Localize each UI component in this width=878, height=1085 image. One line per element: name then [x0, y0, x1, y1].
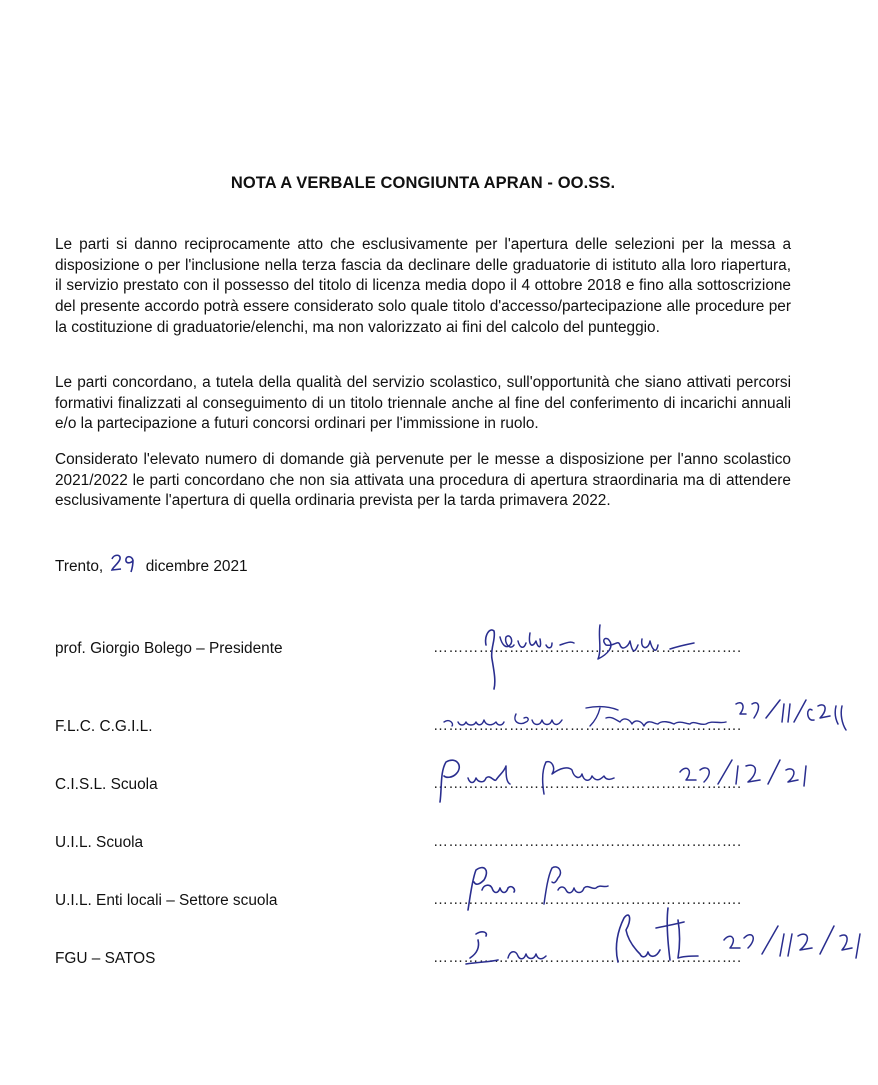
signature-line: ……………………………………………………. — [433, 833, 742, 850]
paragraph-2: Le parti concordano, a tutela della qualità del servizio scolastico, sull'opportunità che siano attivati percorsi formativi finalizzati al conseguimento di un titolo triennale anche al fine del conferimento di incarichi annuali e/o la partecipazione a futuri concorsi ordinari per l'immissione in ruolo. — [55, 374, 791, 433]
signatory-row-uil-scuola — [55, 822, 795, 852]
paragraph-1: Le parti si danno reciprocamente atto che esclusivamente per l'apertura delle selezioni per la messa a disposizione o per l'inclusione nella terza fascia da declinare delle graduatorie di istituto alla loro riapertura, il servizio prestato con il possesso del titolo di licenza media dopo il 4 ottobre 2018 e fino alla sottoscrizione del presente accordo potrà essere considerato solo quale titolo d'accesso/partecipazione alle procedure per la costituzione di graduatorie/elenchi, ma non valorizzato ai fini del calcolo del punteggio. — [55, 236, 791, 336]
date-month-year: dicembre 2021 — [145, 558, 248, 575]
signature-line: ……………………………………………………. — [433, 639, 742, 656]
signature-cisl-scuola — [434, 752, 834, 812]
signature-line: ……………………………………………………. — [433, 949, 742, 966]
signature-line: ……………………………………………………. — [433, 717, 742, 734]
signatory-name: C.I.S.L. Scuola — [55, 776, 158, 793]
handwritten-day-ink — [109, 551, 139, 573]
paragraph-3: Considerato l'elevato numero di domande già pervenute per le messe a disposizione per l'anno scolastico 2021/2022 le parti concordano che non sia attivata una procedura di apertura straordinaria ma di attendere esclusivamente l'apertura di quella ordinaria prevista per la tarda primavera 2022. — [55, 451, 791, 510]
document-title: NOTA A VERBALE CONGIUNTA APRAN - OO.SS. — [230, 174, 616, 192]
signature-flc-cgil — [440, 696, 878, 746]
signature-fgu-satos — [462, 900, 872, 972]
signatory-name: prof. Giorgio Bolego – Presidente — [55, 640, 283, 657]
handwritten-day — [107, 555, 141, 571]
signature-line: ……………………………………………………. — [433, 891, 742, 908]
signature-giorgio-bolego — [480, 615, 710, 695]
signature-line: ……………………………………………………. — [433, 775, 742, 792]
signatory-name: U.I.L. Scuola — [55, 834, 144, 851]
signatory-name: U.I.L. Enti locali – Settore scuola — [55, 892, 278, 909]
date-place: Trento, — [55, 558, 104, 575]
date-line — [55, 555, 248, 576]
signatory-name: FGU – SATOS — [55, 950, 156, 967]
signatory-name: F.L.C. C.G.I.L. — [55, 718, 153, 735]
